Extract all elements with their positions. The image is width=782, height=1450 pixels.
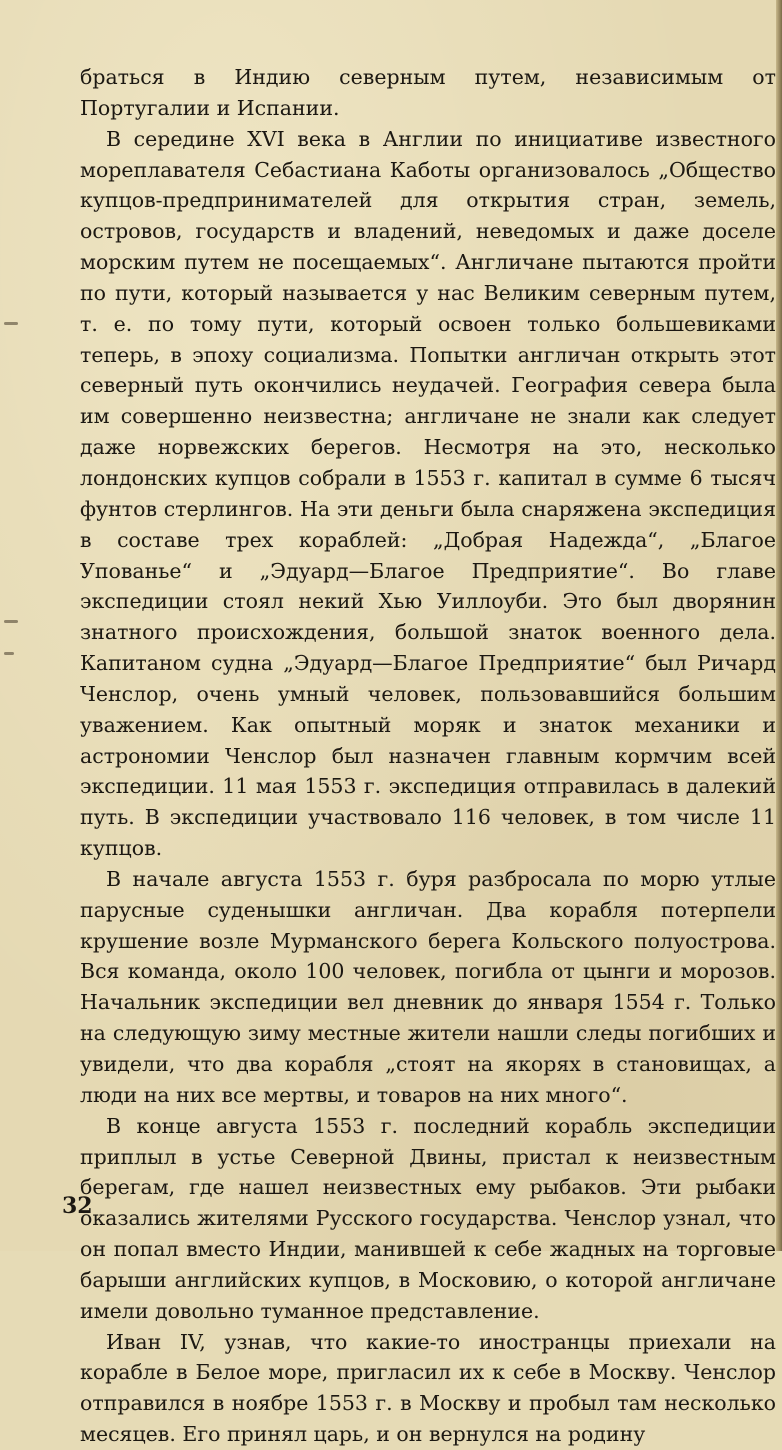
page-number: 32 bbox=[62, 1193, 93, 1219]
body-text bbox=[80, 62, 776, 1450]
page-edge-shadow bbox=[776, 0, 782, 1251]
paragraph-muscovy-company: В середине XVI века в Англии по инициативе известного мореплавателя Себастиана Каботы организовалось „Общество купцов-предпринимателей для открытия стран, земель, островов, государств и владений, неведомых и даже доселе морским путем не посещаемых“. Англичане пытаются пройти по пути, который называется у нас Великим северным путем, т. е. по тому пути, который освоен только большевиками теперь, в эпоху социализма. Попытки англичан открыть этот северный путь окончились неудачей. География севера была им совершенно неизвестна; англичане не знали как следует даже норвежских берегов. Несмотря на это, несколько лондонских купцов собрали в 1553 г. капитал в сумме 6 тысяч фунтов стерлингов. На эти деньги была снаряжена экспедиция в составе трех кораблей: „Добрая Надежда“, „Благое Упованье“ и „Эдуард—Благое Предприятие“. Во главе экспедиции стоял некий Хью Уиллоуби. Это был дворянин знатного происхождения, большой знаток военного дела. Капитаном судна „Эдуард—Благое Предприятие“ был Ричард Ченслор, очень умный человек, пользовавшийся большим уважением. Как опытный моряк и знаток механики и астрономии Ченслор был назначен главным кормчим всей экспедиции. 11 мая 1553 г. экспедиция отправилась в далекий путь. В экспедиции участвовало 116 человек, в том числе 11 купцов. bbox=[80, 126, 776, 861]
margin-mark bbox=[4, 620, 18, 623]
paragraph-northern-dvina: В конце августа 1553 г. последний корабль экспедиции приплыл в устье Северной Двины, пристал к неизвестным берегам, где нашел неизвестных ему рыбаков. Эти рыбаки оказались жителями Русского государства. Ченслор узнал, что он попал вместо Индии, манившей к себе жадных на торговые барыши английских купцов, в Московию, о которой англичане имели довольно туманное представление. bbox=[80, 1113, 776, 1323]
margin-mark bbox=[4, 652, 14, 655]
paragraph-continued: браться в Индию северным путем, независимым от Португалии и Испании. bbox=[80, 65, 776, 120]
paragraph-storm: В начале августа 1553 г. буря разбросала по морю утлые парусные суденышки англичан. Два корабля потерпели крушение возле Мурманского берега Кольского полуострова. Вся команда, около 100 человек, погибла от цынги и морозов. Начальник экспедиции вел дневник до января 1554 г. Только на следующую зиму местные жители нашли следы погибших и увидели, что два корабля „стоят на якорях в становищах, а люди на них все мертвы, и товаров на них много“. bbox=[80, 866, 776, 1107]
paragraph-ivan-iv: Иван IV, узнав, что какие-то иностранцы приехали на корабле в Белое море, пригласил их к себе в Москву. Ченслор отправился в ноябре 1553 г. в Москву и пробыл там несколько месяцев. Его принял царь, и он вернулся на родину bbox=[80, 1329, 776, 1447]
margin-mark bbox=[4, 322, 18, 325]
